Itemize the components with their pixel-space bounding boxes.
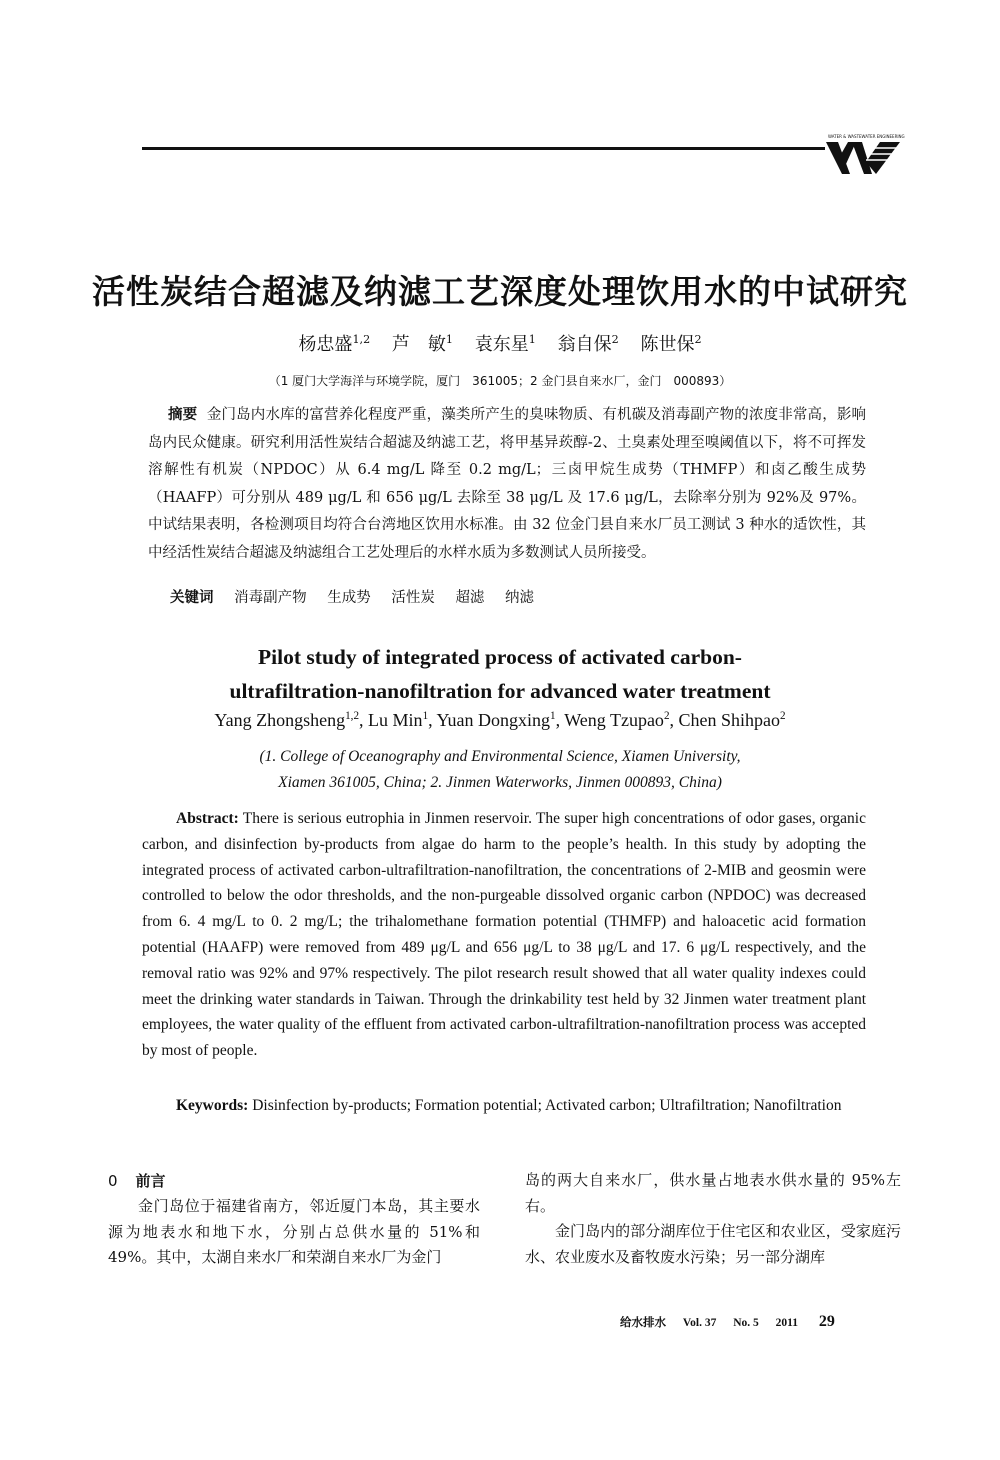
header-rule bbox=[142, 147, 825, 150]
affiliation-line: Xiamen 361005, China; 2. Jinmen Waterworks, Jinmen 000893, China) bbox=[278, 774, 722, 791]
paragraph: 金门岛位于福建省南方，邻近厦门本岛，其主要水源为地表水和地下水，分别占总供水量的 51%和 49%。其中，太湖自来水厂和荣湖自来水厂为金门 bbox=[108, 1197, 480, 1266]
journal-name: 给水排水 bbox=[620, 1315, 666, 1329]
keywords-label: 关键词 bbox=[170, 590, 214, 606]
title-english-line: ultrafiltration-nanofiltration for advanced water treatment bbox=[229, 679, 771, 703]
keyword: 消毒副产物 bbox=[234, 590, 307, 606]
title-english-line: Pilot study of integrated process of activated carbon- bbox=[258, 645, 742, 669]
author-cn: 芦 敏$^1$ bbox=[391, 333, 454, 355]
volume: Vol. 37 bbox=[682, 1317, 717, 1329]
page-number: 29 bbox=[818, 1313, 835, 1330]
author-en: Yuan Dongxing$^1$ bbox=[436, 710, 556, 730]
authors-chinese bbox=[0, 330, 1000, 356]
page-footer bbox=[620, 1313, 849, 1331]
affiliation-line: (1. College of Oceanography and Environmental Science, Xiamen University, bbox=[259, 748, 741, 765]
section-title: 前言 bbox=[135, 1172, 166, 1190]
keywords-en-text: Disinfection by-products; Formation potential; Activated carbon; Ultrafiltration; Nanofiltration bbox=[252, 1097, 842, 1114]
paragraph: 岛的两大自来水厂，供水量占地表水供水量的 95%左右。 bbox=[525, 1171, 901, 1215]
keywords-chinese bbox=[170, 586, 534, 607]
year: 2011 bbox=[775, 1317, 799, 1329]
keywords-en-label: Keywords: bbox=[176, 1097, 249, 1114]
affiliation-english bbox=[100, 744, 900, 796]
issue: No. 5 bbox=[733, 1317, 759, 1329]
abstract-en-label: Abstract: bbox=[176, 810, 239, 827]
logo-caption: WATER & WASTEWATER ENGINEERING bbox=[828, 134, 905, 139]
abstract-chinese bbox=[148, 402, 866, 567]
abstract-label: 摘要 bbox=[168, 407, 198, 423]
title-english bbox=[100, 640, 900, 708]
authors-english: Yang Zhongsheng$^{1,2}$, Lu Min$^1$, Yuan Dongxing$^1$, Weng Tzupao$^2$, Chen Shihpao$^2$ bbox=[214, 710, 786, 730]
abstract-english bbox=[142, 806, 866, 1064]
author-en: Chen Shihpao$^2$ bbox=[678, 710, 786, 730]
abstract-text: 金门岛内水库的富营养化程度严重，藻类所产生的臭味物质、有机碳及消毒副产物的浓度非常高，影响岛内民众健康。研究利用活性炭结合超滤及纳滤工艺，将甲基异莰醇-2、土臭素处理至嗅阈值以下，将不可挥发溶解性有机炭（NPDOC）从 6.4 mg/L 降至 0.2 mg/L；三卤甲烷生成势（THMFP）和卤乙酸生成势（HAAFP）可分别从 489 μg/L 和 656 μg/L 去除至 38 μg/L 及 17.6 μg/L，去除率分别为 92%及 97%。中试结果表明，各检测项目均符合台湾地区饮用水标准。由 32 位金门县自来水厂员工测试 3 种水的适饮性，其中经活性炭结合超滤及纳滤组合工艺处理后的水样水质为多数测试人员所接受。 bbox=[148, 407, 867, 561]
w-logo-icon bbox=[820, 134, 902, 178]
author-cn: 陈世保$^2$ bbox=[640, 333, 702, 355]
author-en: Weng Tzupao$^2$ bbox=[564, 710, 670, 730]
journal-logo bbox=[820, 134, 905, 178]
author-cn: 袁东星$^1$ bbox=[474, 333, 536, 355]
keyword: 纳滤 bbox=[505, 590, 535, 606]
keyword: 活性炭 bbox=[391, 590, 435, 606]
section-heading bbox=[108, 1170, 166, 1191]
keywords-english bbox=[142, 1093, 866, 1119]
author-en: Lu Min$^1$ bbox=[368, 710, 429, 730]
keyword: 超滤 bbox=[455, 590, 485, 606]
body-column-left bbox=[108, 1194, 480, 1271]
author-en: Yang Zhongsheng$^{1,2}$ bbox=[214, 710, 360, 730]
paragraph: 金门岛内的部分湖库位于住宅区和农业区，受家庭污水、农业废水及畜牧废水污染；另一部分湖库 bbox=[525, 1222, 901, 1266]
author-cn: 杨忠盛$^{1,2}$ bbox=[298, 333, 371, 355]
section-number: 0 bbox=[108, 1172, 118, 1190]
body-column-right bbox=[525, 1168, 901, 1270]
abstract-en-text: There is serious eutrophia in Jinmen reservoir. The super high concentrations of odor gases, organic carbon, and disinfection by-products from algae do harm to the people’s health. In this study by adopting the integrated process of activated carbon-ultrafiltration-nanofiltration, the concentrations of 2-MIB and geosmin were controlled to below the odor thresholds, and the non-purgeable dissolved organic carbon (NPDOC) was decreased from 6. 4 mg/L to 0. 2 mg/L; the trihalomethane formation potential (THMFP) and haloacetic acid formation potential (HAAFP) were removed from 489 μg/L and 656 μg/L to 38 μg/L and 17. 6 μg/L respectively, and the removal ratio was 92% and 97% respectively. The pilot research result showed that all water quality indexes could meet the drinking water standards in Taiwan. Through the drinkability test held by 32 Jinmen water treatment plant employees, the water quality of the effluent from activated carbon-ultrafiltration-nanofiltration process was accepted by most of people. bbox=[142, 810, 866, 1060]
title-chinese: 活性炭结合超滤及纳滤工艺深度处理饮用水的中试研究 bbox=[92, 272, 908, 311]
author-cn: 翁自保$^2$ bbox=[557, 333, 619, 355]
keyword: 生成势 bbox=[327, 590, 371, 606]
affiliation-chinese: （1 厦门大学海洋与环境学院，厦门 361005；2 金门县自来水厂，金门 000893） bbox=[268, 374, 732, 388]
